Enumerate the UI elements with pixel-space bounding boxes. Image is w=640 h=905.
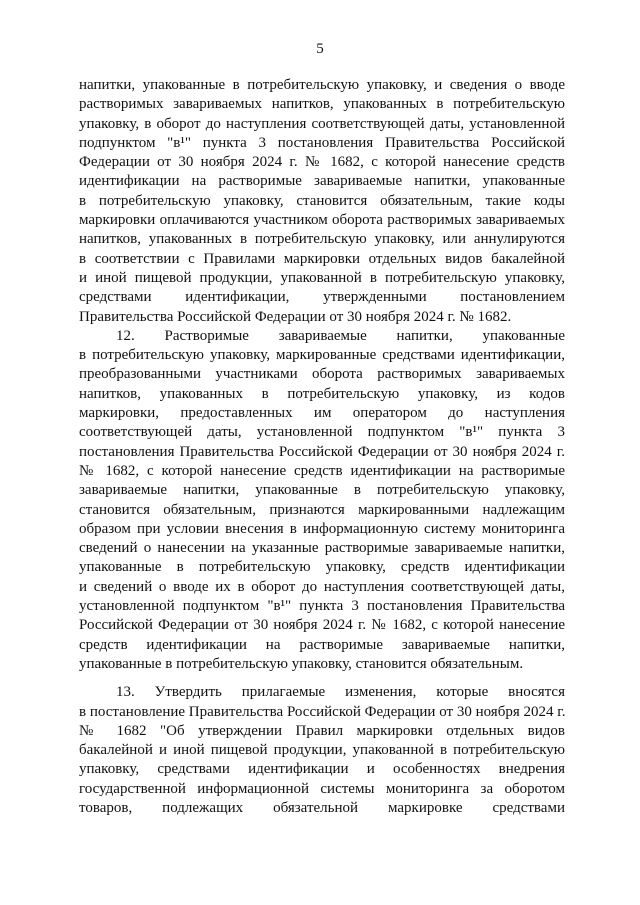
text-line: и сведений о вводе их в оборот до наступления соответствующей даты, <box>79 578 565 595</box>
text-line: № 1682, с которой нанесение средств идентификации на растворимые <box>79 462 565 479</box>
text-line: маркировки оплачиваются участником оборота растворимых завариваемых <box>79 212 565 229</box>
text-line: упаковку, в оборот до наступления соответствующей даты, установленной <box>79 115 565 132</box>
text-line: установленной подпунктом "в¹" пункта 3 постановления Правительства <box>79 598 565 615</box>
text-line: в потребительскую упаковку, становится обязательным, такие коды <box>79 192 565 209</box>
text-line: образом при условии внесения в информационную систему мониторинга <box>79 520 565 537</box>
text-line: напитков, упакованных в потребительскую упаковку, из кодов <box>79 385 565 402</box>
text-line: Российской Федерации от 30 ноября 2024 г. № 1682, с которой нанесение <box>79 617 565 634</box>
text-line: Федерации от 30 ноября 2024 г. № 1682, с которой нанесение средств <box>79 154 565 171</box>
text-line: преобразованными участниками оборота растворимых завариваемых <box>79 366 565 383</box>
text-line: завариваемые напитки, упакованные в потребительскую упаковку, <box>79 482 565 499</box>
text-line: постановления Правительства Российской Федерации от 30 ноября 2024 г. <box>79 443 565 460</box>
text-line: напитки, упакованные в потребительскую упаковку, и сведения о вводе <box>79 77 565 93</box>
paragraph-12 <box>79 327 565 674</box>
text-line: Правительства Российской Федерации от 30 ноября 2024 г. № 1682. <box>79 308 512 325</box>
text-line: идентификации на растворимые завариваемые напитки, упакованные <box>79 173 565 190</box>
text-line: государственной информационной системы мониторинга за оборотом <box>79 780 565 797</box>
paragraph-gap <box>79 674 565 683</box>
text-line: в постановление Правительства Российской Федерации от 30 ноября 2024 г. <box>79 703 566 720</box>
text-line: упакованные в потребительскую упаковку, становится обязательным. <box>79 655 524 672</box>
text-line: в соответствии с Правилами маркировки отдельных видов бакалейной <box>79 250 565 267</box>
page-number: 5 <box>316 41 324 57</box>
text-line: в потребительскую упаковку, маркированные средствами идентификации, <box>79 347 565 364</box>
text-line: товаров, подлежащих обязательной маркировке средствами <box>79 799 565 816</box>
text-line: средствами идентификации, утвержденными постановлением <box>79 289 565 306</box>
text-line: сведений о нанесении на указанные растворимые завариваемые напитки, <box>79 540 565 557</box>
text-line: № 1682 "Об утверждении Правил маркировки отдельных видов <box>79 722 565 739</box>
text-line: бакалейной и иной пищевой продукции, упакованной в потребительскую <box>79 742 565 759</box>
text-line: 13. Утвердить прилагаемые изменения, которые вносятся <box>116 684 565 701</box>
text-line: маркировки, предоставленных им оператором до наступления <box>79 405 565 422</box>
text-line: растворимых завариваемых напитков, упакованных в потребительскую <box>79 96 565 113</box>
text-line: становится обязательным, признаются маркированными надлежащим <box>79 501 565 518</box>
document-body <box>79 76 565 818</box>
text-line: соответствующей даты, установленной подпунктом "в¹" пункта 3 <box>79 424 565 441</box>
text-line: напитков, упакованных в потребительскую упаковку, или аннулируются <box>79 231 565 248</box>
text-line: средств идентификации на растворимые завариваемые напитки, <box>79 636 565 653</box>
text-line: и иной пищевой продукции, упакованной в потребительскую упаковку, <box>79 269 565 286</box>
paragraph-13 <box>79 683 565 818</box>
text-line: упаковку, средствами идентификации и особенностях внедрения <box>79 761 565 778</box>
paragraph-continuation <box>79 76 565 327</box>
text-line: подпунктом "в¹" пункта 3 постановления Правительства Российской <box>79 134 565 151</box>
text-line: упакованные в потребительскую упаковку, средств идентификации <box>79 559 565 576</box>
text-line: 12. Растворимые завариваемые напитки, упакованные <box>116 327 565 344</box>
